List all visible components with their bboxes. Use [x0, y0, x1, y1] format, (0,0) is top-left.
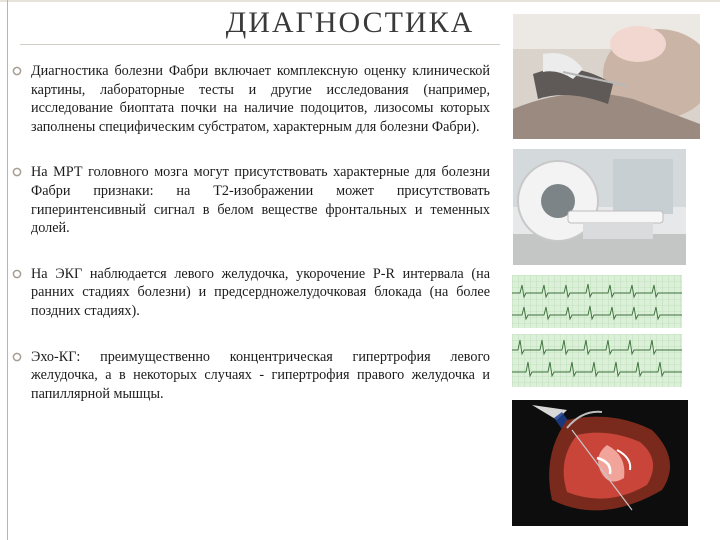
bullet-item [12, 163, 490, 237]
bullet-ring-icon [12, 167, 22, 177]
bullet-text: Эхо-КГ: преимущественно концентрическая гипертрофия левого желудочка, а в некоторых случаях - гипертрофия правого желудочка и папиллярной мышцы. [31, 348, 490, 402]
bullet-text: На ЭКГ наблюдается левого желудочка, укорочение P-R интервала (на ранних стадиях болезни) и предсердножелудочковая блокада (на более поздних стадиях). [31, 265, 490, 319]
bullet-text: Диагностика болезни Фабри включает комплексную оценку клинической картины, лабораторные тесты и другие исследования (например, исследование биоптата почки на наличие подоцитов, лизосомы которых заполнены специфическим субстратом, характерным для болезни Фабри). [31, 63, 490, 135]
bullet-list [12, 62, 490, 430]
bullet-ring-icon [12, 352, 22, 362]
bullet-ring-icon [12, 269, 22, 279]
bullet-item [12, 265, 490, 321]
title-divider [20, 44, 500, 45]
mri-scanner-photo [513, 149, 686, 265]
bullet-ring-icon [12, 66, 22, 76]
slide-title: ДИАГНОСТИКА [225, 6, 475, 39]
heart-echo-illustration [512, 400, 688, 526]
top-rule [0, 0, 720, 2]
ecg-strip [512, 334, 682, 387]
bullet-text: На МРТ головного мозга могут присутствовать характерные для болезни Фабри признаки: на Т2-изображении может присутствовать гиперинтенсивный сигнал в белом веществе фронтальных и теменных долей. [31, 164, 490, 237]
left-rail [7, 0, 8, 540]
biopsy-photo [513, 14, 700, 139]
bullet-item [12, 62, 490, 136]
bullet-item [12, 348, 490, 404]
ecg-strip [512, 275, 682, 328]
